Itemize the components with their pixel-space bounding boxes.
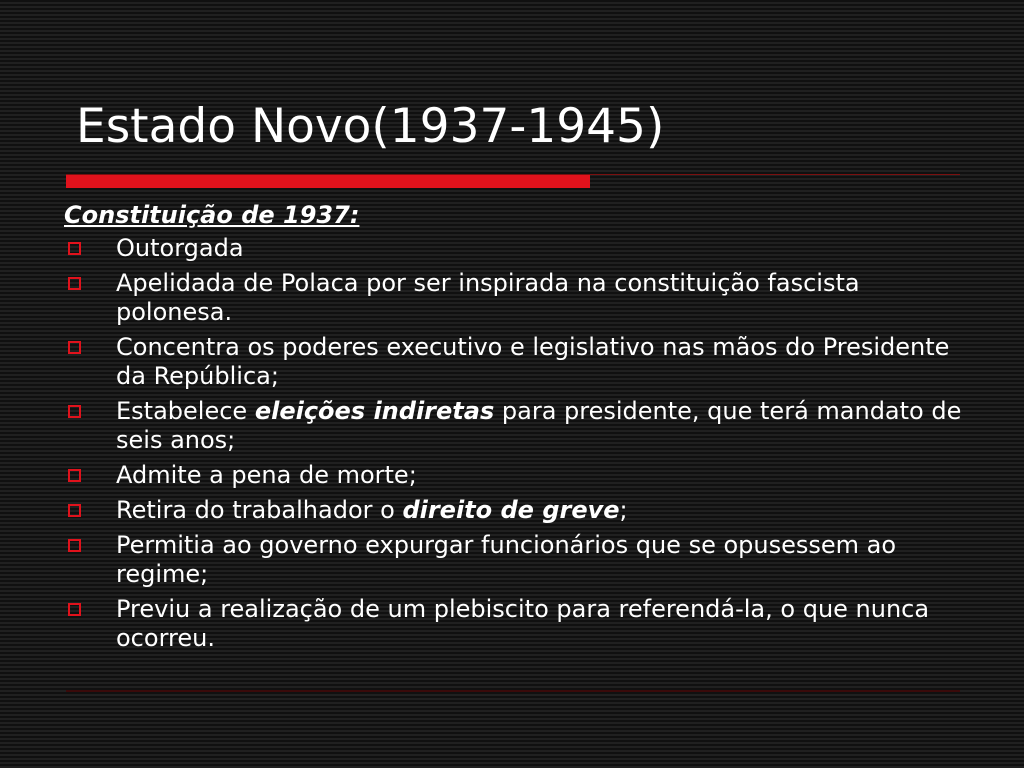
hollow-square-bullet-icon xyxy=(68,242,81,255)
hollow-square-bullet-icon xyxy=(68,504,81,517)
section-heading: Constituição de 1937: xyxy=(64,201,360,229)
hollow-square-bullet-icon xyxy=(68,469,81,482)
bullet-text-before: Estabelece xyxy=(116,397,255,425)
bullet-text-after: para presidente, que terá mandato de seis anos; xyxy=(116,397,962,454)
hollow-square-bullet-icon xyxy=(68,341,81,354)
bullet-text: Concentra os poderes executivo e legislativo nas mãos do Presidente da República; xyxy=(116,333,950,390)
bullet-emphasis: direito de greve xyxy=(402,496,620,524)
list-item xyxy=(64,531,964,589)
list-item xyxy=(64,461,964,490)
list-item xyxy=(64,595,964,653)
footer-divider xyxy=(66,690,960,692)
bullet-text-before: Retira do trabalhador o xyxy=(116,496,403,524)
hollow-square-bullet-icon xyxy=(68,603,81,616)
bullet-text: Outorgada xyxy=(116,234,244,262)
bullet-list xyxy=(64,234,964,653)
bullet-text: Admite a pena de morte; xyxy=(116,461,417,489)
list-item xyxy=(64,234,964,263)
slide-title: Estado Novo(1937-1945) xyxy=(76,99,665,154)
list-item xyxy=(64,496,964,525)
hollow-square-bullet-icon xyxy=(68,277,81,290)
bullet-text: Previu a realização de um plebiscito para referendá-la, o que nunca ocorreu. xyxy=(116,595,930,652)
list-item xyxy=(64,333,964,391)
list-item xyxy=(64,397,964,455)
bullet-text-after: ; xyxy=(619,496,628,524)
hollow-square-bullet-icon xyxy=(68,405,81,418)
slide-content xyxy=(64,199,964,659)
hollow-square-bullet-icon xyxy=(68,539,81,552)
bullet-emphasis: eleições indiretas xyxy=(254,397,495,425)
title-underline-accent xyxy=(66,175,590,188)
bullet-text: Permitia ao governo expurgar funcionários que se opusessem ao regime; xyxy=(116,531,897,588)
list-item xyxy=(64,269,964,327)
bullet-text: Apelidada de Polaca por ser inspirada na constituição fascista polonesa. xyxy=(116,269,860,326)
